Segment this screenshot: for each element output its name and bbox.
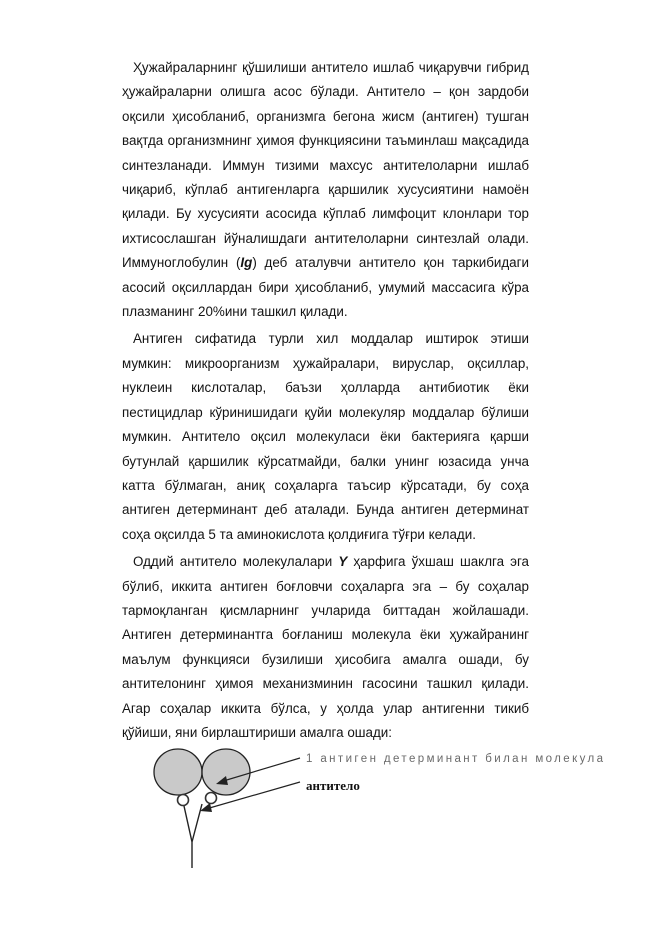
antibody-diagram bbox=[140, 740, 606, 870]
determinant-right bbox=[206, 793, 217, 804]
paragraph-2: Антиген сифатида турли хил моддалар иштирок этиши мумкин: микроорганизм ҳужайралари, вируслар, оқсиллар, нуклеин кислоталар, баъзи ҳолларда антибиотик ёки пестицидлар кўринишидаги қуйи молекуляр моддалар бўлиши мумкин. Антитело оқсил молекуласи ёки бактерияга қарши бутунлай қаршилик кўрсатмайди, балки унинг юзасида унча катта бўлмаган, аниқ соҳаларга таъсир кўрсатади, бу соҳа антиген детерминант деб аталади. Бунда антиген детерминат соҳа оқсилда 5 та аминокислота қолдиғига тўғри келади. bbox=[122, 331, 529, 542]
antibody-label: антитело bbox=[306, 778, 360, 793]
y-letter: Y bbox=[338, 554, 348, 570]
ig-abbreviation: Ig bbox=[240, 255, 253, 271]
antigen-label: 1 антиген детерминант билан молекула bbox=[306, 753, 606, 765]
paragraph-1-text: Ҳужайраларнинг қўшилиши антитело ишлаб чиқарувчи гибрид ҳужайраларни олишга асос бўлади. Антитело – қон зардоби оқсили ҳисобланиб, организмга бегона жисм (антиген) тушган вақтда организмнинг ҳимоя функциясини таъминлаш мақсадида синтезланади. Иммун тизими махсус антителоларни ишлаб чиқариб, кўплаб антигенларга қаршилик хусусиятини намоён қилади. Бу хусусияти асосида кўплаб лимфоцит клонлари тор ихтисослашган йўналишдаги антителоларни синтезлай олади. Иммуноглобулин ( bbox=[122, 60, 529, 271]
antibody-y-shape bbox=[184, 804, 202, 868]
paragraph-3-head: Оддий антитело молекулалари bbox=[133, 554, 339, 570]
antigen-left bbox=[154, 749, 202, 795]
document-body bbox=[122, 56, 529, 745]
paragraph-3-tail: ҳарфига ўхшаш шаклга эга бўлиб, иккита антиген боғловчи соҳаларга эга – бу соҳалар тармоқланган қисмларнинг учларида биттадан жойлашади. Антиген детерминантга боғланиш молекула ёки ҳужайранинг маълум функцияси бузилиши ҳисобига амалга ошади, бу антителонинг ҳимоя механизминин гасосини ташкил қилади. Агар соҳалар иккита бўлса, у ҳолда улар антигенни тикиб қўйиши, яни бирлаштириши амалга ошади: bbox=[122, 554, 530, 740]
antigen-right bbox=[202, 749, 250, 795]
paragraph-1-tail: ) деб аталувчи антитело қон таркибидаги асосий оқсиллардан бири ҳисобланиб, умумий массасига кўра плазманинг 20%ини ташкил қилади. bbox=[122, 255, 529, 320]
paragraph-3 bbox=[122, 550, 529, 745]
paragraph-1 bbox=[122, 56, 529, 324]
determinant-left bbox=[178, 795, 189, 806]
